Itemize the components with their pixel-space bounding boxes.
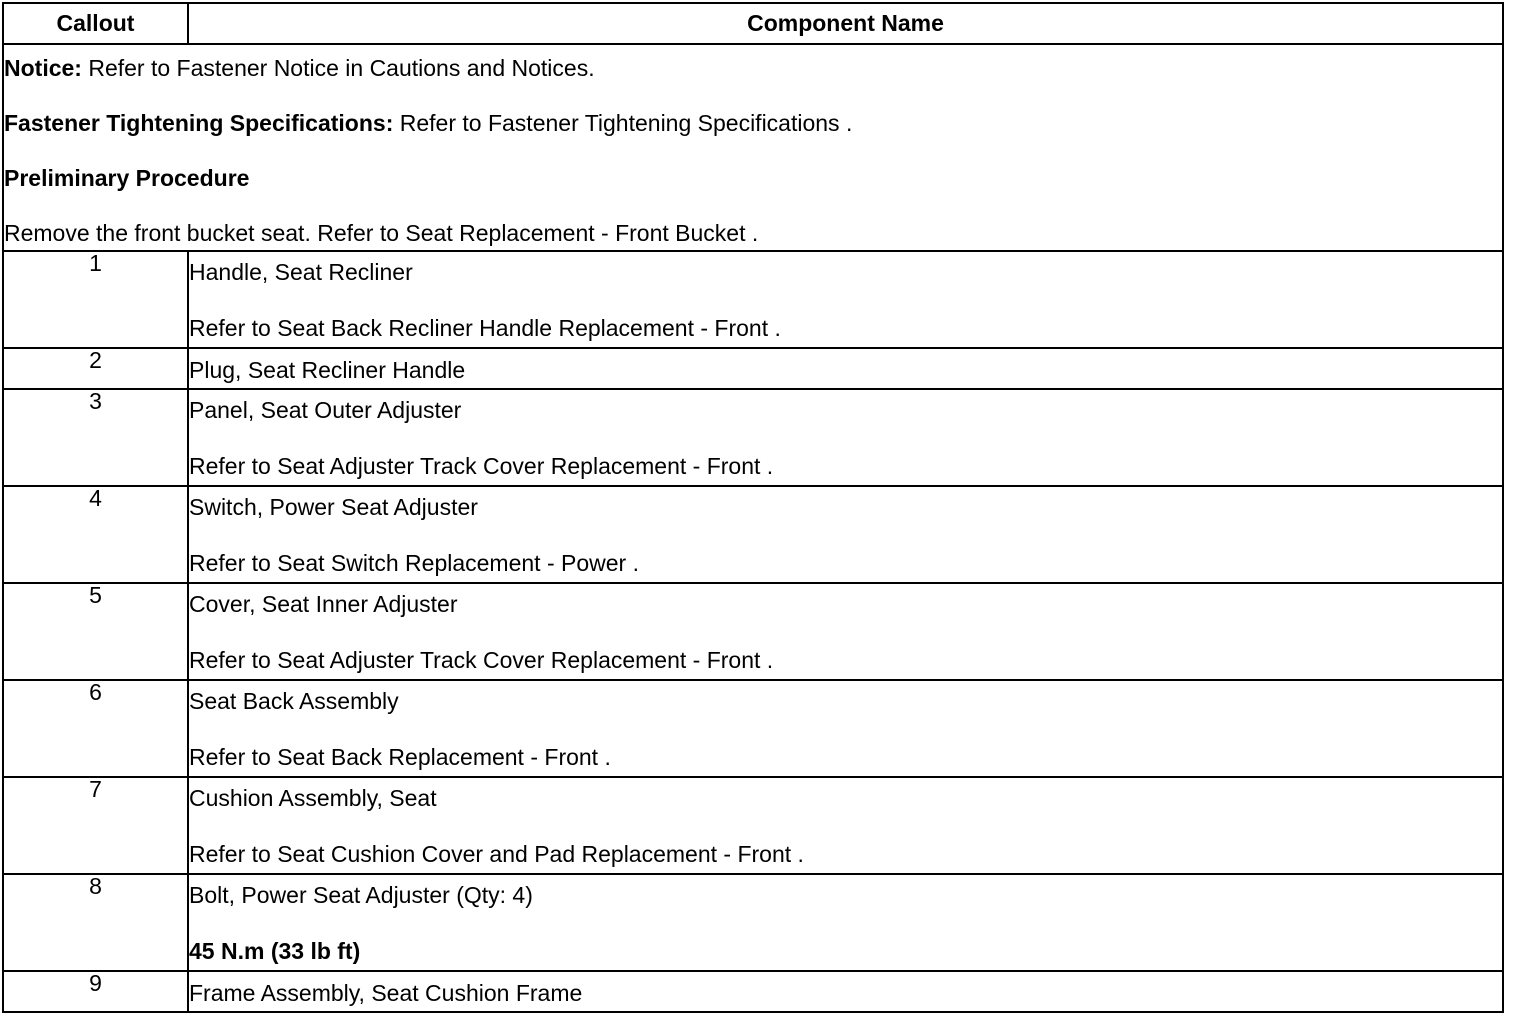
table-row [3, 389, 1503, 486]
table-row [3, 486, 1503, 583]
component-cell [188, 777, 1503, 874]
callout-number: 4 [3, 486, 188, 583]
callout-number: 8 [3, 874, 188, 971]
torque-spec: 45 N.m (33 lb ft) [189, 938, 361, 964]
component-cell [188, 874, 1503, 971]
component-name: Plug, Seat Recliner Handle [189, 357, 466, 383]
table-row [3, 583, 1503, 680]
table-row [3, 777, 1503, 874]
component-cell [188, 583, 1503, 680]
callout-number: 2 [3, 348, 188, 389]
fastener-spec-line [4, 100, 1502, 155]
component-name: Frame Assembly, Seat Cushion Frame [189, 980, 583, 1006]
component-name: Cover, Seat Inner Adjuster [189, 591, 458, 617]
callout-number: 9 [3, 971, 188, 1012]
component-name: Seat Back Assembly [189, 688, 399, 714]
preliminary-procedure-heading: Preliminary Procedure [4, 165, 250, 191]
component-column-header: Component Name [188, 3, 1503, 44]
table-row [3, 971, 1503, 1012]
component-cell [188, 486, 1503, 583]
table-header-row [3, 3, 1503, 44]
component-cell [188, 348, 1503, 389]
component-reference: Refer to Seat Back Replacement - Front . [189, 744, 611, 770]
fastener-spec-label: Fastener Tightening Specifications: [4, 110, 394, 136]
component-cell [188, 971, 1503, 1012]
callout-number: 6 [3, 680, 188, 777]
component-name: Bolt, Power Seat Adjuster (Qty: 4) [189, 882, 533, 908]
component-cell [188, 251, 1503, 348]
table-row [3, 874, 1503, 971]
component-name: Handle, Seat Recliner [189, 259, 413, 285]
component-cell [188, 680, 1503, 777]
callout-number: 7 [3, 777, 188, 874]
preliminary-procedure-text: Remove the front bucket seat. Refer to Seat Replacement - Front Bucket . [4, 220, 759, 246]
notes-row [3, 44, 1503, 251]
table-row [3, 348, 1503, 389]
callout-number: 5 [3, 583, 188, 680]
component-reference: Refer to Seat Adjuster Track Cover Replacement - Front . [189, 453, 774, 479]
notes-cell [3, 44, 1503, 251]
fastener-spec-text: Refer to Fastener Tightening Specifications . [393, 110, 853, 136]
notice-text: Refer to Fastener Notice in Cautions and Notices. [81, 55, 595, 81]
callout-number: 1 [3, 251, 188, 348]
component-name: Switch, Power Seat Adjuster [189, 494, 478, 520]
component-reference: Refer to Seat Cushion Cover and Pad Replacement - Front . [189, 841, 804, 867]
component-table [2, 2, 1504, 1013]
table-row [3, 251, 1503, 348]
callout-column-header: Callout [3, 3, 188, 44]
notice-line [4, 45, 1502, 100]
component-reference: Refer to Seat Back Recliner Handle Replacement - Front . [189, 315, 781, 341]
table-row [3, 680, 1503, 777]
component-reference: Refer to Seat Adjuster Track Cover Replacement - Front . [189, 647, 774, 673]
component-reference: Refer to Seat Switch Replacement - Power . [189, 550, 639, 576]
callout-number: 3 [3, 389, 188, 486]
notice-label: Notice: [4, 55, 82, 81]
component-name: Cushion Assembly, Seat [189, 785, 437, 811]
component-name: Panel, Seat Outer Adjuster [189, 397, 462, 423]
component-cell [188, 389, 1503, 486]
